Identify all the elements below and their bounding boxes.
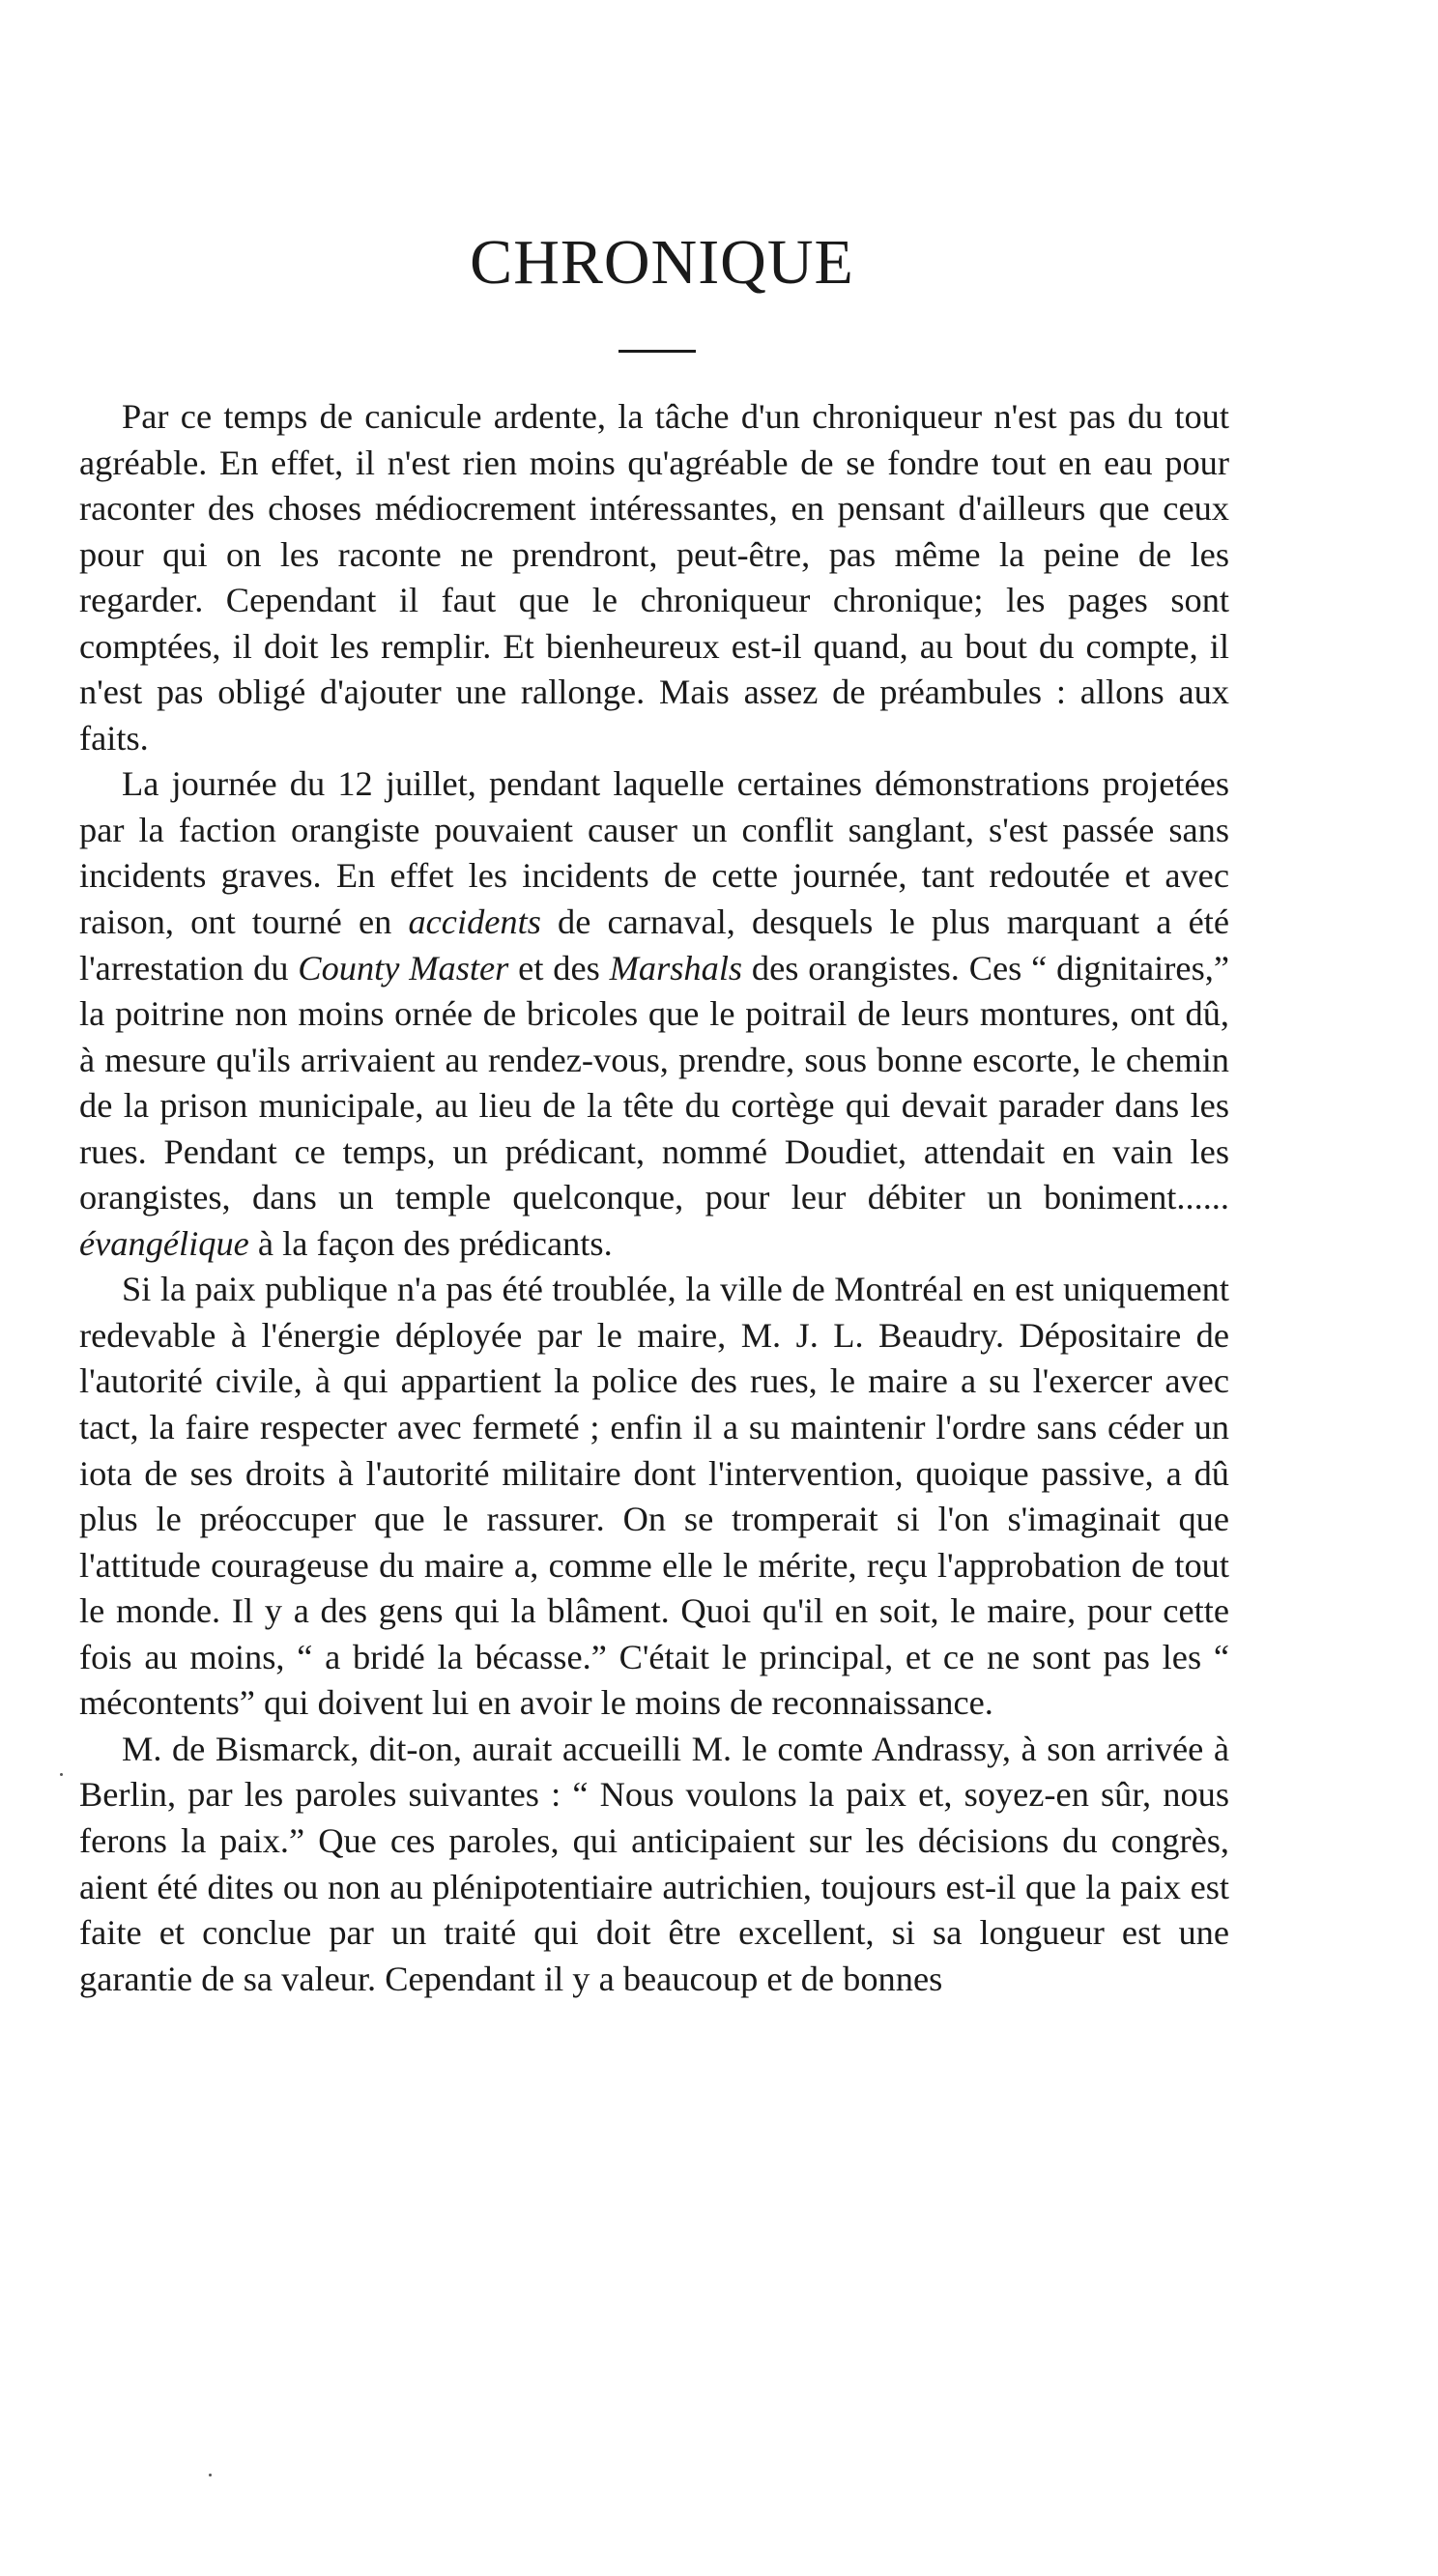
text-run: de carnaval, desquels le plus marquant a été l'arrestation du xyxy=(79,902,1229,987)
text-run: Si la paix publique n'a pas été troublée, la ville de Montréal en est uniquement redevable à l'énergie déployée par le maire, M. J. L. Beaudry. Dépositaire de l'autorité civile, à qui appartient la police des rues, le maire a su l'exercer avec tact, la faire respecter avec fermeté ; enfin il a su maintenir l'ordre sans céder un iota de ses droits à l'autorité militaire dont l'intervention, quoique passive, a dû plus le préoccuper que le rassurer. On se tromperait si l'on s'imaginait que l'attitude courageuse du maire a, comme elle le mérite, reçu l'approbation de tout le monde. Il y a des gens qui la blâment. Quoi qu'il en soit, le maire, pour cette fois au moins, “ a bridé la bécasse.” C'était le principal, et ce ne sont pas les “ mécontents” qui doivent lui en avoir le moins de reconnaissance. xyxy=(79,1270,1229,1723)
paragraph xyxy=(79,394,1229,761)
text-run: des orangistes. Ces “ dignitaires,” la poitrine non moins ornée de bricoles que le poitrail de leurs montures, ont dû, à mesure qu'ils arrivaient au rendez-vous, prendre, sous bonne escorte, le chemin de la prison municipale, au lieu de la tête du cortège qui devait parader dans les rues. Pendant ce temps, un prédicant, nommé Doudiet, attendait en vain les orangistes, dans un temple quelconque, pour leur débiter un boniment...... xyxy=(79,948,1229,1217)
paragraph xyxy=(79,1727,1229,2002)
title-rule xyxy=(618,350,696,353)
italic-run: évangélique xyxy=(79,1223,249,1263)
text-run: à la façon des prédicants. xyxy=(248,1223,613,1263)
italic-run: Marshals xyxy=(609,948,743,987)
paragraph xyxy=(79,1267,1229,1726)
body-text xyxy=(79,394,1229,2002)
speck-mark xyxy=(209,2474,212,2476)
text-run: et des xyxy=(508,948,610,987)
text-run: La journée du 12 juillet, pendant laquelle certaines démonstrations projetées par la faction orangiste pouvaient causer un conflit sanglant, s'est passée sans incidents graves. En effet les incidents de cette journée, tant redoutée et avec raison, ont tourné en xyxy=(79,764,1229,942)
text-run: Par ce temps de canicule ardente, la tâche d'un chroniqueur n'est pas du tout agréable. En effet, il n'est rien moins qu'agréable de se fondre tout en eau pour raconter des choses médiocrement intéressantes, en pensant d'ailleurs que ceux pour qui on les raconte ne prendront, peut-être, pas même la peine de les regarder. Cependant il faut que le chroniqueur chronique; les pages sont comptées, il doit les remplir. Et bienheureux est-il quand, au bout du compte, il n'est pas obligé d'ajouter une rallonge. Mais assez de préambules : allons aux faits. xyxy=(79,397,1229,758)
paragraph xyxy=(79,761,1229,1267)
speck-mark xyxy=(60,1773,63,1776)
italic-run: County Master xyxy=(298,948,509,987)
text-run: M. de Bismarck, dit-on, aurait accueilli M. le comte Andrassy, à son arrivée à Berlin, par les paroles suivantes : “ Nous voulons la paix et, soyez-en sûr, nous ferons la paix.” Que ces paroles, qui anticipaient sur les décisions du congrès, aient été dites ou non au plénipotentiaire autrichien, toujours est-il que la paix est faite et conclue par un traité qui doit être excellent, si sa longueur est une garantie de sa valeur. Cependant il y a beaucoup et de bonnes xyxy=(79,1729,1229,1998)
italic-run: accidents xyxy=(408,902,541,942)
page-title: CHRONIQUE xyxy=(470,227,854,298)
